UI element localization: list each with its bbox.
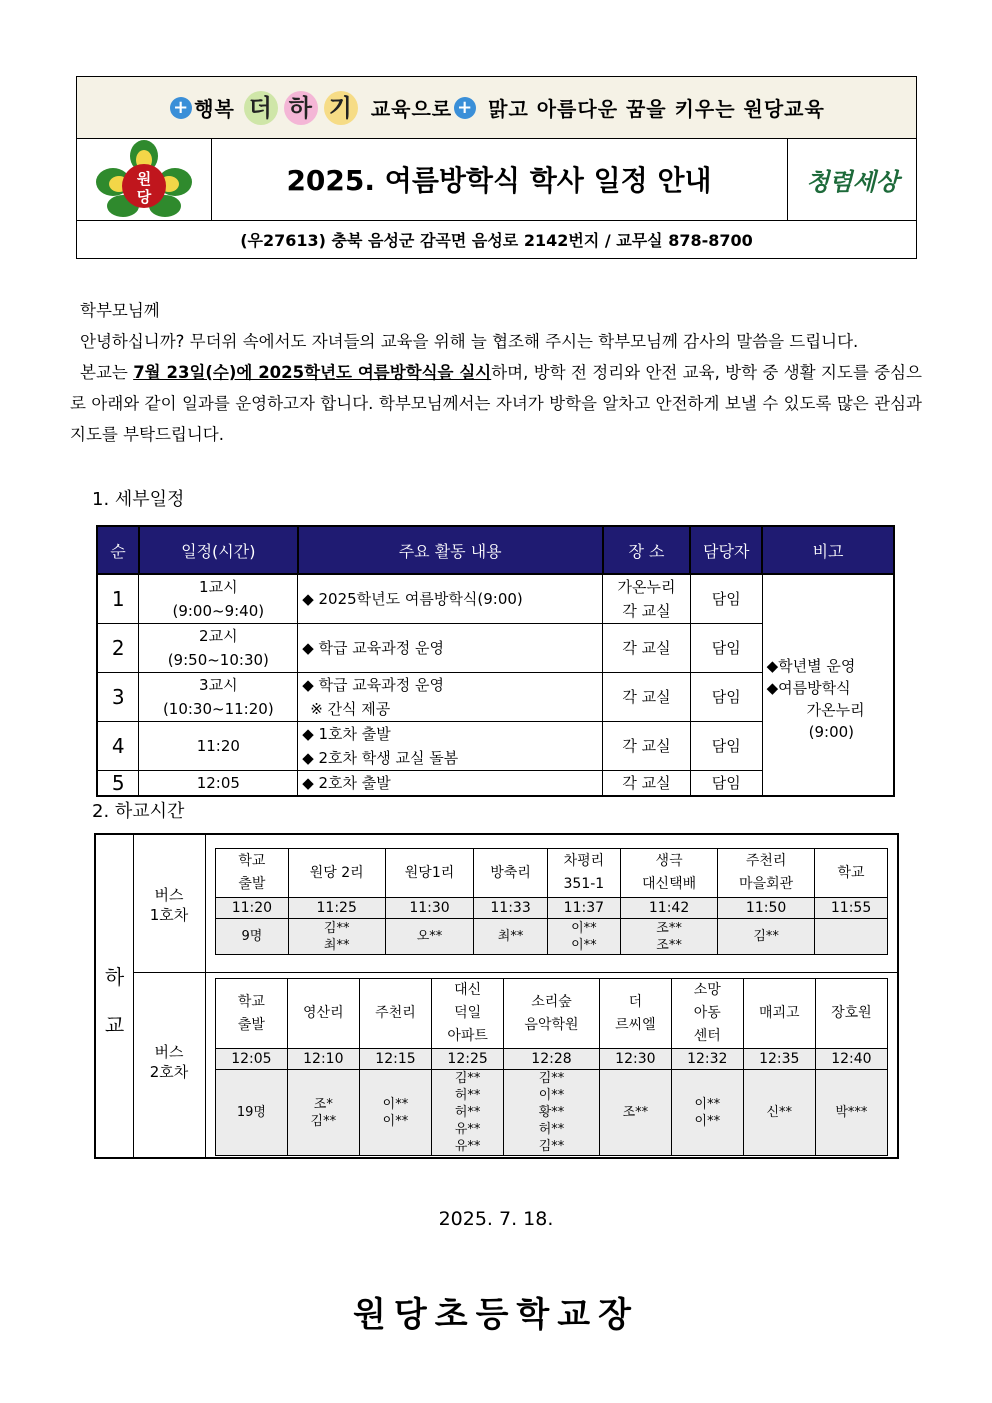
- remarks-cell: [762, 574, 894, 796]
- stop-line: 아파트: [447, 1028, 488, 1044]
- logo-char: 당: [136, 188, 152, 206]
- stop-line: 르씨엘: [615, 1016, 656, 1033]
- row-time: [139, 574, 298, 624]
- stop-riders: [216, 1070, 288, 1156]
- rider: 이**: [382, 1113, 409, 1129]
- rider: 이**: [571, 920, 597, 936]
- column-header: 순: [97, 526, 139, 574]
- stop-riders: [385, 919, 474, 955]
- signature: 원당초등학교장: [353, 1295, 639, 1335]
- dismissal-side-label: [96, 835, 134, 1157]
- paragraph-2-pre: 본교는: [80, 363, 134, 382]
- row-number: 3: [97, 673, 139, 722]
- rider: 허**: [454, 1088, 481, 1103]
- slogan-bubble: 더: [244, 91, 278, 125]
- stop-line: 생극: [655, 853, 683, 869]
- row-time: 12:05: [139, 771, 298, 797]
- activity-line: ◆ 2호차 학생 교실 돌봄: [302, 749, 459, 767]
- stop-line: 차평리: [563, 853, 605, 869]
- stop-riders: [621, 919, 718, 955]
- stop-time: 11:42: [621, 898, 718, 919]
- rider: 이**: [571, 937, 597, 953]
- stop-time: 11:50: [718, 898, 815, 919]
- stop-line: 소리숲: [531, 993, 572, 1010]
- school-address: (우27613) 충북 음성군 감곡면 음성로 2142번지 / 교무실 878-8700: [240, 230, 753, 250]
- row-place: 각 교실: [603, 722, 691, 771]
- bus-stop: [288, 849, 385, 898]
- stop-riders: [815, 1070, 887, 1156]
- period: 1교시: [199, 578, 238, 596]
- row-number: 4: [97, 722, 139, 771]
- rider: 허**: [538, 1122, 565, 1137]
- stop-line: 학교: [237, 993, 265, 1010]
- stop-line: 아동: [693, 1005, 721, 1021]
- row-number: 1: [97, 574, 139, 624]
- stop-time: 12:10: [287, 1049, 359, 1070]
- rider: 9명: [241, 929, 263, 944]
- remark-line: (9:00): [808, 723, 855, 741]
- schedule-table: [96, 525, 895, 797]
- rider: 신**: [766, 1105, 793, 1120]
- bus-stop: [718, 849, 815, 898]
- stop-time: 11:37: [547, 898, 620, 919]
- rider: 오**: [416, 929, 443, 944]
- stops-row: [216, 849, 888, 898]
- stop-riders: [504, 1070, 600, 1156]
- side-char: 하: [104, 965, 125, 989]
- rider: 이**: [694, 1096, 721, 1112]
- stop-line: 소망: [693, 982, 721, 998]
- slogan-part: 행복: [194, 97, 235, 121]
- bus-stop: [621, 849, 718, 898]
- rider: 이**: [382, 1096, 409, 1112]
- column-header: 일정(시간): [139, 526, 298, 574]
- stop-line: 주천리: [745, 853, 787, 869]
- stop-line: 마을회관: [739, 876, 794, 892]
- bus2-table: [215, 978, 888, 1156]
- bus-stop: [216, 979, 288, 1049]
- row-activity: [298, 722, 603, 771]
- row-staff: 담임: [690, 673, 762, 722]
- paragraph-2: [70, 357, 922, 450]
- stop-line: 대신택배: [642, 876, 697, 892]
- document-header: [76, 76, 917, 259]
- stop-line: 학교: [238, 853, 266, 869]
- activity-line: ◆ 1호차 출발: [302, 725, 391, 743]
- stop-time: 11:55: [815, 898, 888, 919]
- rider: 유**: [454, 1139, 481, 1154]
- stop-line: 영산리: [303, 1005, 344, 1021]
- names-row: [216, 1070, 888, 1156]
- stop-riders: [216, 919, 289, 955]
- stop-line: 덕일: [454, 1005, 482, 1021]
- row-staff: 담임: [690, 722, 762, 771]
- bus-stop: [599, 979, 671, 1049]
- bus-stop: [671, 979, 743, 1049]
- stop-time: 12:25: [432, 1049, 504, 1070]
- place-line: 가온누리: [617, 578, 676, 596]
- activity-line: ◆ 학급 교육과정 운영: [302, 676, 444, 694]
- stop-time: 11:33: [474, 898, 547, 919]
- row-staff: 담임: [690, 771, 762, 797]
- bus1-label: [133, 835, 206, 973]
- rider: 최**: [323, 937, 350, 953]
- stop-line: 장호원: [831, 1005, 872, 1021]
- rider: 김**: [310, 1113, 337, 1129]
- rider: 허**: [454, 1105, 481, 1120]
- rider: 김**: [538, 1071, 565, 1086]
- bus-stop: [359, 979, 431, 1049]
- rider: 이**: [538, 1088, 565, 1103]
- salutation: 학부모님께: [80, 301, 160, 320]
- paragraph-1: 안녕하십니까? 무더위 속에서도 자녀들의 교육을 위해 늘 협조해 주시는 학부모님께 감사의 말씀을 드립니다.: [80, 332, 859, 351]
- stops-row: [216, 979, 888, 1049]
- section-title-schedule: 1. 세부일정: [92, 489, 185, 510]
- rider: 조**: [656, 937, 682, 953]
- stop-riders: [287, 1070, 359, 1156]
- period-time: (9:00~9:40): [172, 602, 265, 620]
- brand-text: 청렴세상: [806, 167, 899, 196]
- brand-logo: [787, 138, 917, 220]
- stop-line: 매괴고: [758, 1005, 800, 1021]
- stop-riders: [743, 1070, 815, 1156]
- column-header: 주요 활동 내용: [298, 526, 603, 574]
- row-activity: ◆ 학급 교육과정 운영: [298, 624, 603, 673]
- document-title: 2025. 여름방학식 학사 일정 안내: [286, 164, 712, 197]
- stop-riders: [599, 1070, 671, 1156]
- paragraph-2-highlight: 7월 23일(수)에 2025학년도 여름방학식을 실시: [133, 363, 492, 382]
- rider: 김**: [323, 920, 350, 936]
- school-logo: [77, 138, 212, 220]
- column-header: 비고: [762, 526, 894, 574]
- slogan-part: 맑고 아름다운 꿈을 키우는 원당교육: [488, 97, 825, 121]
- section-title-dismissal: 2. 하교시간: [92, 801, 185, 822]
- bus-stop: [385, 849, 474, 898]
- names-row: [216, 919, 888, 955]
- stop-time: 12:35: [743, 1049, 815, 1070]
- slogan-bubble: 기: [324, 91, 358, 125]
- stop-line: 더: [628, 993, 643, 1010]
- stop-time: 12:40: [815, 1049, 887, 1070]
- row-number: 5: [97, 771, 139, 797]
- logo-char: 원: [136, 170, 152, 188]
- remark-line: ◆학년별 운영: [766, 657, 856, 675]
- place-line: 각 교실: [622, 602, 671, 620]
- document-date: 2025. 7. 18.: [438, 1208, 554, 1230]
- bus-stop: [815, 979, 887, 1049]
- rider: 황**: [538, 1105, 565, 1120]
- stop-line: 대신: [454, 982, 482, 998]
- stop-time: 11:25: [288, 898, 385, 919]
- rider: 김**: [538, 1139, 565, 1154]
- period: 3교시: [199, 676, 238, 694]
- stop-riders: [359, 1070, 431, 1156]
- bus-stop: [815, 849, 888, 898]
- rider: 박***: [835, 1105, 868, 1120]
- stop-time: 12:32: [671, 1049, 743, 1070]
- stop-line: 학교: [837, 864, 865, 881]
- bus1-table: [215, 848, 888, 955]
- bus-label-line: 1호차: [149, 906, 189, 924]
- bus-stop: [216, 849, 289, 898]
- row-time: 11:20: [139, 722, 298, 771]
- bus-dismissal-box: [94, 833, 899, 1159]
- rider: 김**: [454, 1071, 481, 1086]
- stop-riders: [288, 919, 385, 955]
- bus-stop: [287, 979, 359, 1049]
- rider: 조**: [622, 1105, 649, 1120]
- bus-label-line: 버스: [154, 886, 184, 904]
- row-time: [139, 624, 298, 673]
- slogan-bar: [77, 77, 916, 139]
- table-row: [97, 574, 894, 624]
- rider: 이**: [694, 1113, 721, 1129]
- times-row: [216, 1049, 888, 1070]
- stop-line: 출발: [238, 876, 266, 892]
- stop-riders: [815, 919, 888, 955]
- bus-stop: [743, 979, 815, 1049]
- bus2-label: [133, 972, 206, 1157]
- row-place: 각 교실: [603, 673, 691, 722]
- stop-line: 주천리: [375, 1005, 416, 1021]
- stop-time: 12:05: [216, 1049, 288, 1070]
- bus-label-line: 2호차: [149, 1063, 189, 1081]
- plus-icon: +: [454, 97, 476, 119]
- stop-riders: [432, 1070, 504, 1156]
- stop-line: 출발: [237, 1016, 265, 1033]
- stop-riders: [547, 919, 620, 955]
- stop-time: 11:20: [216, 898, 289, 919]
- rider: 유**: [454, 1122, 481, 1137]
- paragraph-2-post: 하며, 방학 전 정리와 안전 교육, 방학 중 생활 지도를 중심으로 아래와 같이 일과를 운영하고자 합니다. 학부모님께서는 자녀가 방학을 알차고 안전하게 보낼 수 있도록 많은 관심과 지도를 부탁드립니다.: [70, 363, 922, 444]
- row-activity: [298, 673, 603, 722]
- rider: 김**: [753, 929, 779, 944]
- stop-line: 방축리: [490, 864, 531, 881]
- stop-line: 센터: [693, 1028, 721, 1044]
- rider: 19명: [236, 1105, 266, 1120]
- stop-riders: [718, 919, 815, 955]
- row-place: 각 교실: [603, 771, 691, 797]
- row-place: [603, 574, 691, 624]
- column-header: 장 소: [603, 526, 691, 574]
- stop-time: 12:30: [599, 1049, 671, 1070]
- row-number: 2: [97, 624, 139, 673]
- times-row: [216, 898, 888, 919]
- rider: 조*: [313, 1096, 333, 1112]
- rider: 최**: [497, 929, 524, 944]
- school-emblem-icon: [77, 138, 211, 220]
- table-header-row: [97, 526, 894, 574]
- stop-time: 11:30: [385, 898, 474, 919]
- stop-riders: [474, 919, 547, 955]
- column-header: 담당자: [690, 526, 762, 574]
- row-activity: ◆ 2호차 출발: [298, 771, 603, 797]
- period: 2교시: [199, 627, 238, 645]
- slogan-part: 교육으로: [370, 97, 453, 121]
- rider: 조**: [656, 920, 682, 936]
- period-time: (9:50~10:30): [167, 651, 269, 669]
- stop-time: 12:28: [504, 1049, 600, 1070]
- stop-line: 음악학원: [524, 1016, 579, 1033]
- row-staff: 담임: [690, 624, 762, 673]
- stop-line: 원당 2리: [309, 864, 364, 881]
- remark-line: ◆여름방학식: [766, 679, 851, 697]
- plus-icon: +: [170, 97, 192, 119]
- stop-riders: [671, 1070, 743, 1156]
- row-place: 각 교실: [603, 624, 691, 673]
- stop-time: 12:15: [359, 1049, 431, 1070]
- bus-stop: [504, 979, 600, 1049]
- stop-line: 원당1리: [404, 864, 455, 881]
- row-staff: 담임: [690, 574, 762, 624]
- bus-label-line: 버스: [154, 1043, 184, 1061]
- bus-stop: [547, 849, 620, 898]
- remark-line: 가온누리: [806, 701, 865, 719]
- bus-stop: [474, 849, 547, 898]
- side-char: 교: [104, 1013, 125, 1037]
- activity-line: ※ 간식 제공: [310, 700, 391, 718]
- row-activity: ◆ 2025학년도 여름방학식(9:00): [298, 574, 603, 624]
- bus-stop: [432, 979, 504, 1049]
- row-time: [139, 673, 298, 722]
- slogan-bubble: 하: [284, 91, 318, 125]
- letter-body: [70, 295, 922, 450]
- period-time: (10:30~11:20): [162, 700, 274, 718]
- stop-line: 351-1: [563, 876, 605, 892]
